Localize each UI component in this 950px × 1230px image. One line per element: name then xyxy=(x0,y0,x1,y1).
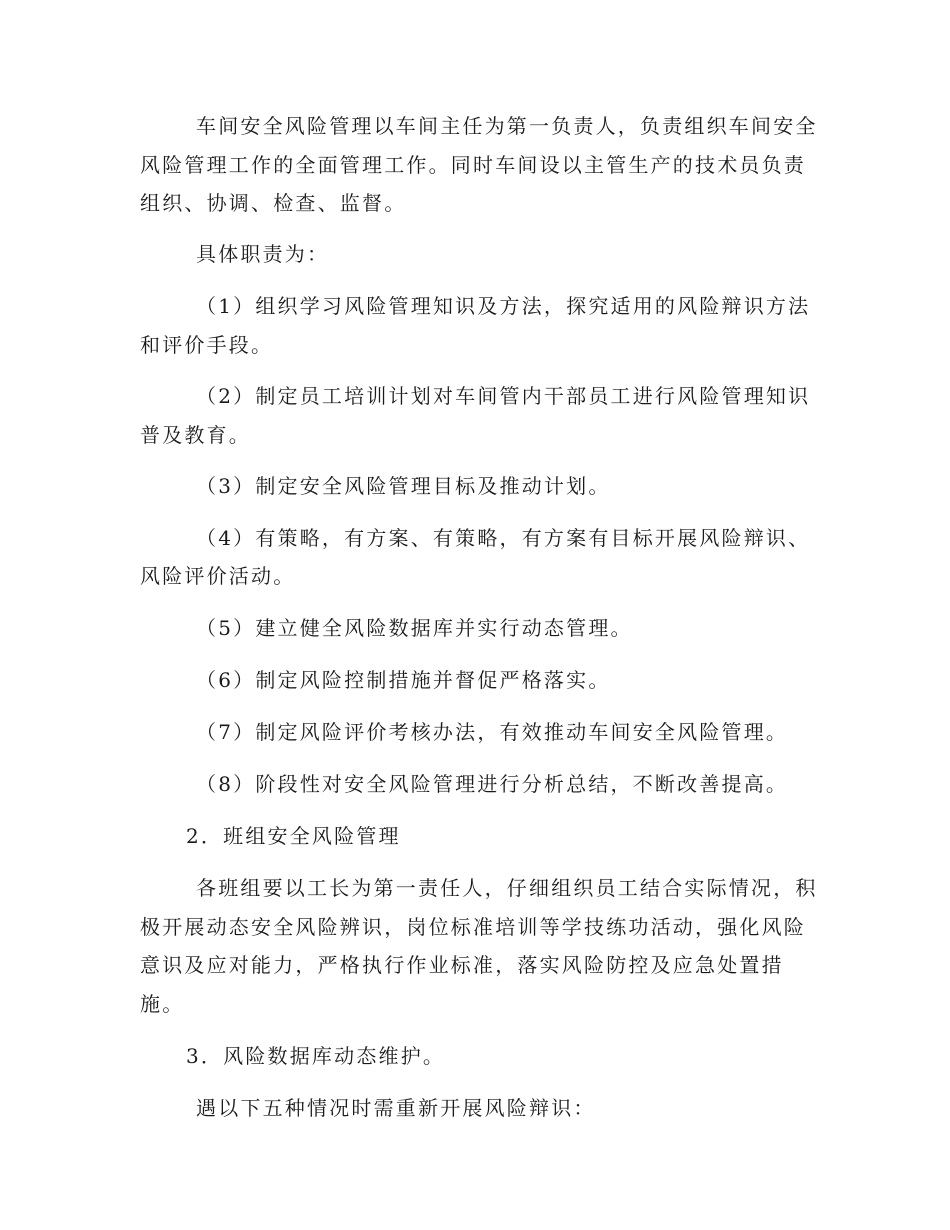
paragraph-1-line-2: 风险管理工作的全面管理工作。同时车间设以主管生产的技术员负责 xyxy=(140,153,806,177)
duty-1-line-1: （1）组织学习风险管理知识及方法，探究适用的风险辩识方法 xyxy=(196,294,811,318)
section-2-paragraph-line-4: 施。 xyxy=(140,992,185,1016)
duty-8: （8）阶段性对安全风险管理进行分析总结，不断改善提高。 xyxy=(196,772,789,796)
duty-3: （3）制定安全风险管理目标及推动计划。 xyxy=(196,474,611,498)
section-2-paragraph-line-1: 各班组要以工长为第一责任人，仔细组织员工结合实际情况，积 xyxy=(196,876,818,900)
section-2-paragraph-line-3: 意识及应对能力，严格执行作业标准，落实风险防控及应急处置措 xyxy=(140,953,784,977)
duty-2-line-1: （2）制定员工培训计划对车间管内干部员工进行风险管理知识 xyxy=(196,384,811,408)
duty-7: （7）制定风险评价考核办法，有效推动车间安全风险管理。 xyxy=(196,720,789,744)
section-2-paragraph-line-2: 极开展动态安全风险辨识，岗位标准培训等学技练功活动，强化风险 xyxy=(140,915,806,939)
duties-heading: 具体职责为： xyxy=(196,242,330,266)
duty-2-line-2: 普及教育。 xyxy=(140,423,251,447)
paragraph-1-line-1: 车间安全风险管理以车间主任为第一负责人，负责组织车间安全 xyxy=(196,114,818,138)
paragraph-1-line-3: 组织、协调、检查、监督。 xyxy=(140,191,407,215)
duty-1-line-2: 和评价手段。 xyxy=(140,333,274,357)
duty-4-line-2: 风险评价活动。 xyxy=(140,564,296,588)
duty-5: （5）建立健全风险数据库并实行动态管理。 xyxy=(196,616,633,640)
duty-4-line-1: （4）有策略，有方案、有策略，有方案有目标开展风险辩识、 xyxy=(196,526,811,550)
section-2-heading: 2．班组安全风险管理 xyxy=(186,824,401,848)
section-3-paragraph: 遇以下五种情况时需重新开展风险辩识： xyxy=(196,1096,596,1120)
duty-6: （6）制定风险控制措施并督促严格落实。 xyxy=(196,668,611,692)
section-3-heading: 3．风险数据库动态维护。 xyxy=(186,1044,446,1068)
